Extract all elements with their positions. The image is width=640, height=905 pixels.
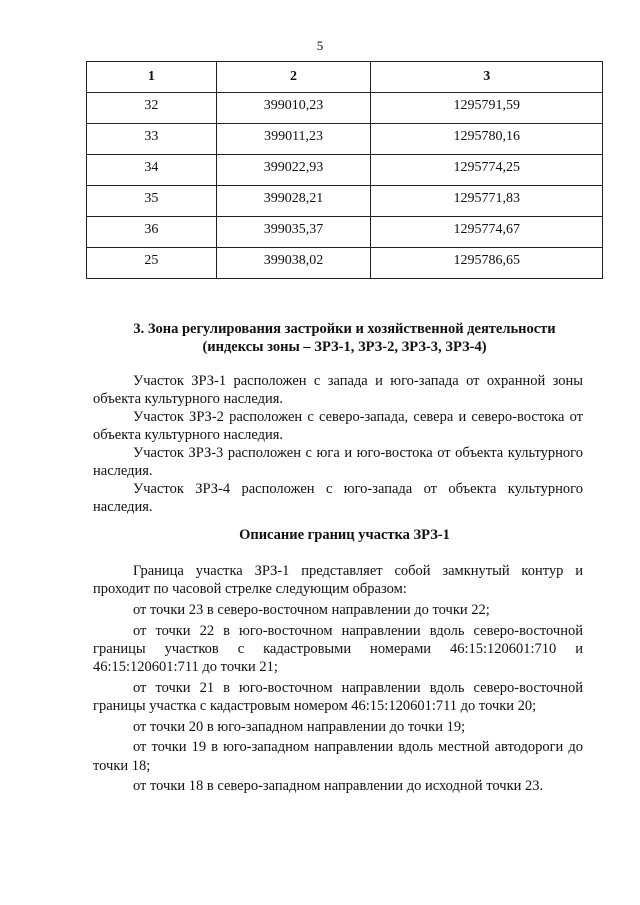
point-number-cell: 36: [87, 217, 217, 248]
y-coordinate-cell: 1295791,59: [371, 93, 603, 124]
x-coordinate-cell: 399022,93: [216, 155, 371, 186]
boundary-heading: Описание границ участка ЗРЗ-1: [239, 527, 450, 543]
y-coordinate-cell: 1295774,67: [371, 217, 603, 248]
x-coordinate-cell: 399010,23: [216, 93, 371, 124]
paragraph: от точки 21 в юго-восточном направлении вдоль северо-восточной границы участка с кадастровым номером 46:15:120601:711 до точки 20;: [93, 679, 583, 714]
table-row: [87, 155, 603, 186]
section-heading: [86, 320, 603, 356]
paragraph: Участок ЗРЗ-4 расположен с юго-запада от объекта культурного наследия.: [93, 481, 583, 515]
section-heading-line1: 3. Зона регулирования застройки и хозяйственной деятельности: [133, 321, 556, 337]
point-number-cell: 25: [87, 248, 217, 279]
x-coordinate-cell: 399028,21: [216, 186, 371, 217]
y-coordinate-cell: 1295786,65: [371, 248, 603, 279]
column-header: 3: [371, 62, 603, 93]
y-coordinate-cell: 1295774,25: [371, 155, 603, 186]
section-heading-line2: (индексы зоны – ЗРЗ-1, ЗРЗ-2, ЗРЗ-3, ЗРЗ-4): [202, 339, 487, 355]
paragraph: от точки 23 в северо-восточном направлении до точки 22;: [133, 601, 490, 618]
y-coordinate-cell: 1295780,16: [371, 124, 603, 155]
table-row: [87, 217, 603, 248]
table-header-row: [87, 62, 603, 93]
paragraph: от точки 18 в северо-западном направлении до исходной точки 23.: [133, 778, 544, 795]
x-coordinate-cell: 399038,02: [216, 248, 371, 279]
column-header: 2: [216, 62, 371, 93]
table-row: [87, 186, 603, 217]
point-number-cell: 35: [87, 186, 217, 217]
page-number: 5: [316, 38, 324, 53]
y-coordinate-cell: 1295771,83: [371, 186, 603, 217]
x-coordinate-cell: 399011,23: [216, 124, 371, 155]
paragraph: от точки 20 в юго-западном направлении до точки 19;: [133, 718, 466, 735]
table-row: [87, 93, 603, 124]
paragraph: Участок ЗРЗ-2 расположен с северо-запада, севера и северо-востока от объекта культурного наследия.: [93, 409, 583, 443]
boundary-description: [93, 562, 583, 798]
paragraph: Участок ЗРЗ-3 расположен с юга и юго-востока от объекта культурного наследия.: [93, 445, 583, 479]
point-number-cell: 32: [87, 93, 217, 124]
table-row: [87, 124, 603, 155]
paragraph: от точки 19 в юго-западном направлении вдоль местной автодороги до точки 18;: [93, 739, 583, 774]
column-header: 1: [87, 62, 217, 93]
coordinates-table: [86, 61, 603, 279]
point-number-cell: 34: [87, 155, 217, 186]
point-number-cell: 33: [87, 124, 217, 155]
zone-descriptions: [93, 372, 583, 516]
x-coordinate-cell: 399035,37: [216, 217, 371, 248]
paragraph: от точки 22 в юго-восточном направлении вдоль северо-восточной границы участков с кадастровыми номерами 46:15:120601:710 и 46:15:120601:711 до точки 21;: [93, 622, 583, 676]
paragraph: Граница участка ЗРЗ-1 представляет собой замкнутый контур и проходит по часовой стрелке следующим образом:: [93, 563, 583, 598]
table-row: [87, 248, 603, 279]
paragraph: Участок ЗРЗ-1 расположен с запада и юго-запада от охранной зоны объекта культурного наследия.: [93, 373, 583, 407]
